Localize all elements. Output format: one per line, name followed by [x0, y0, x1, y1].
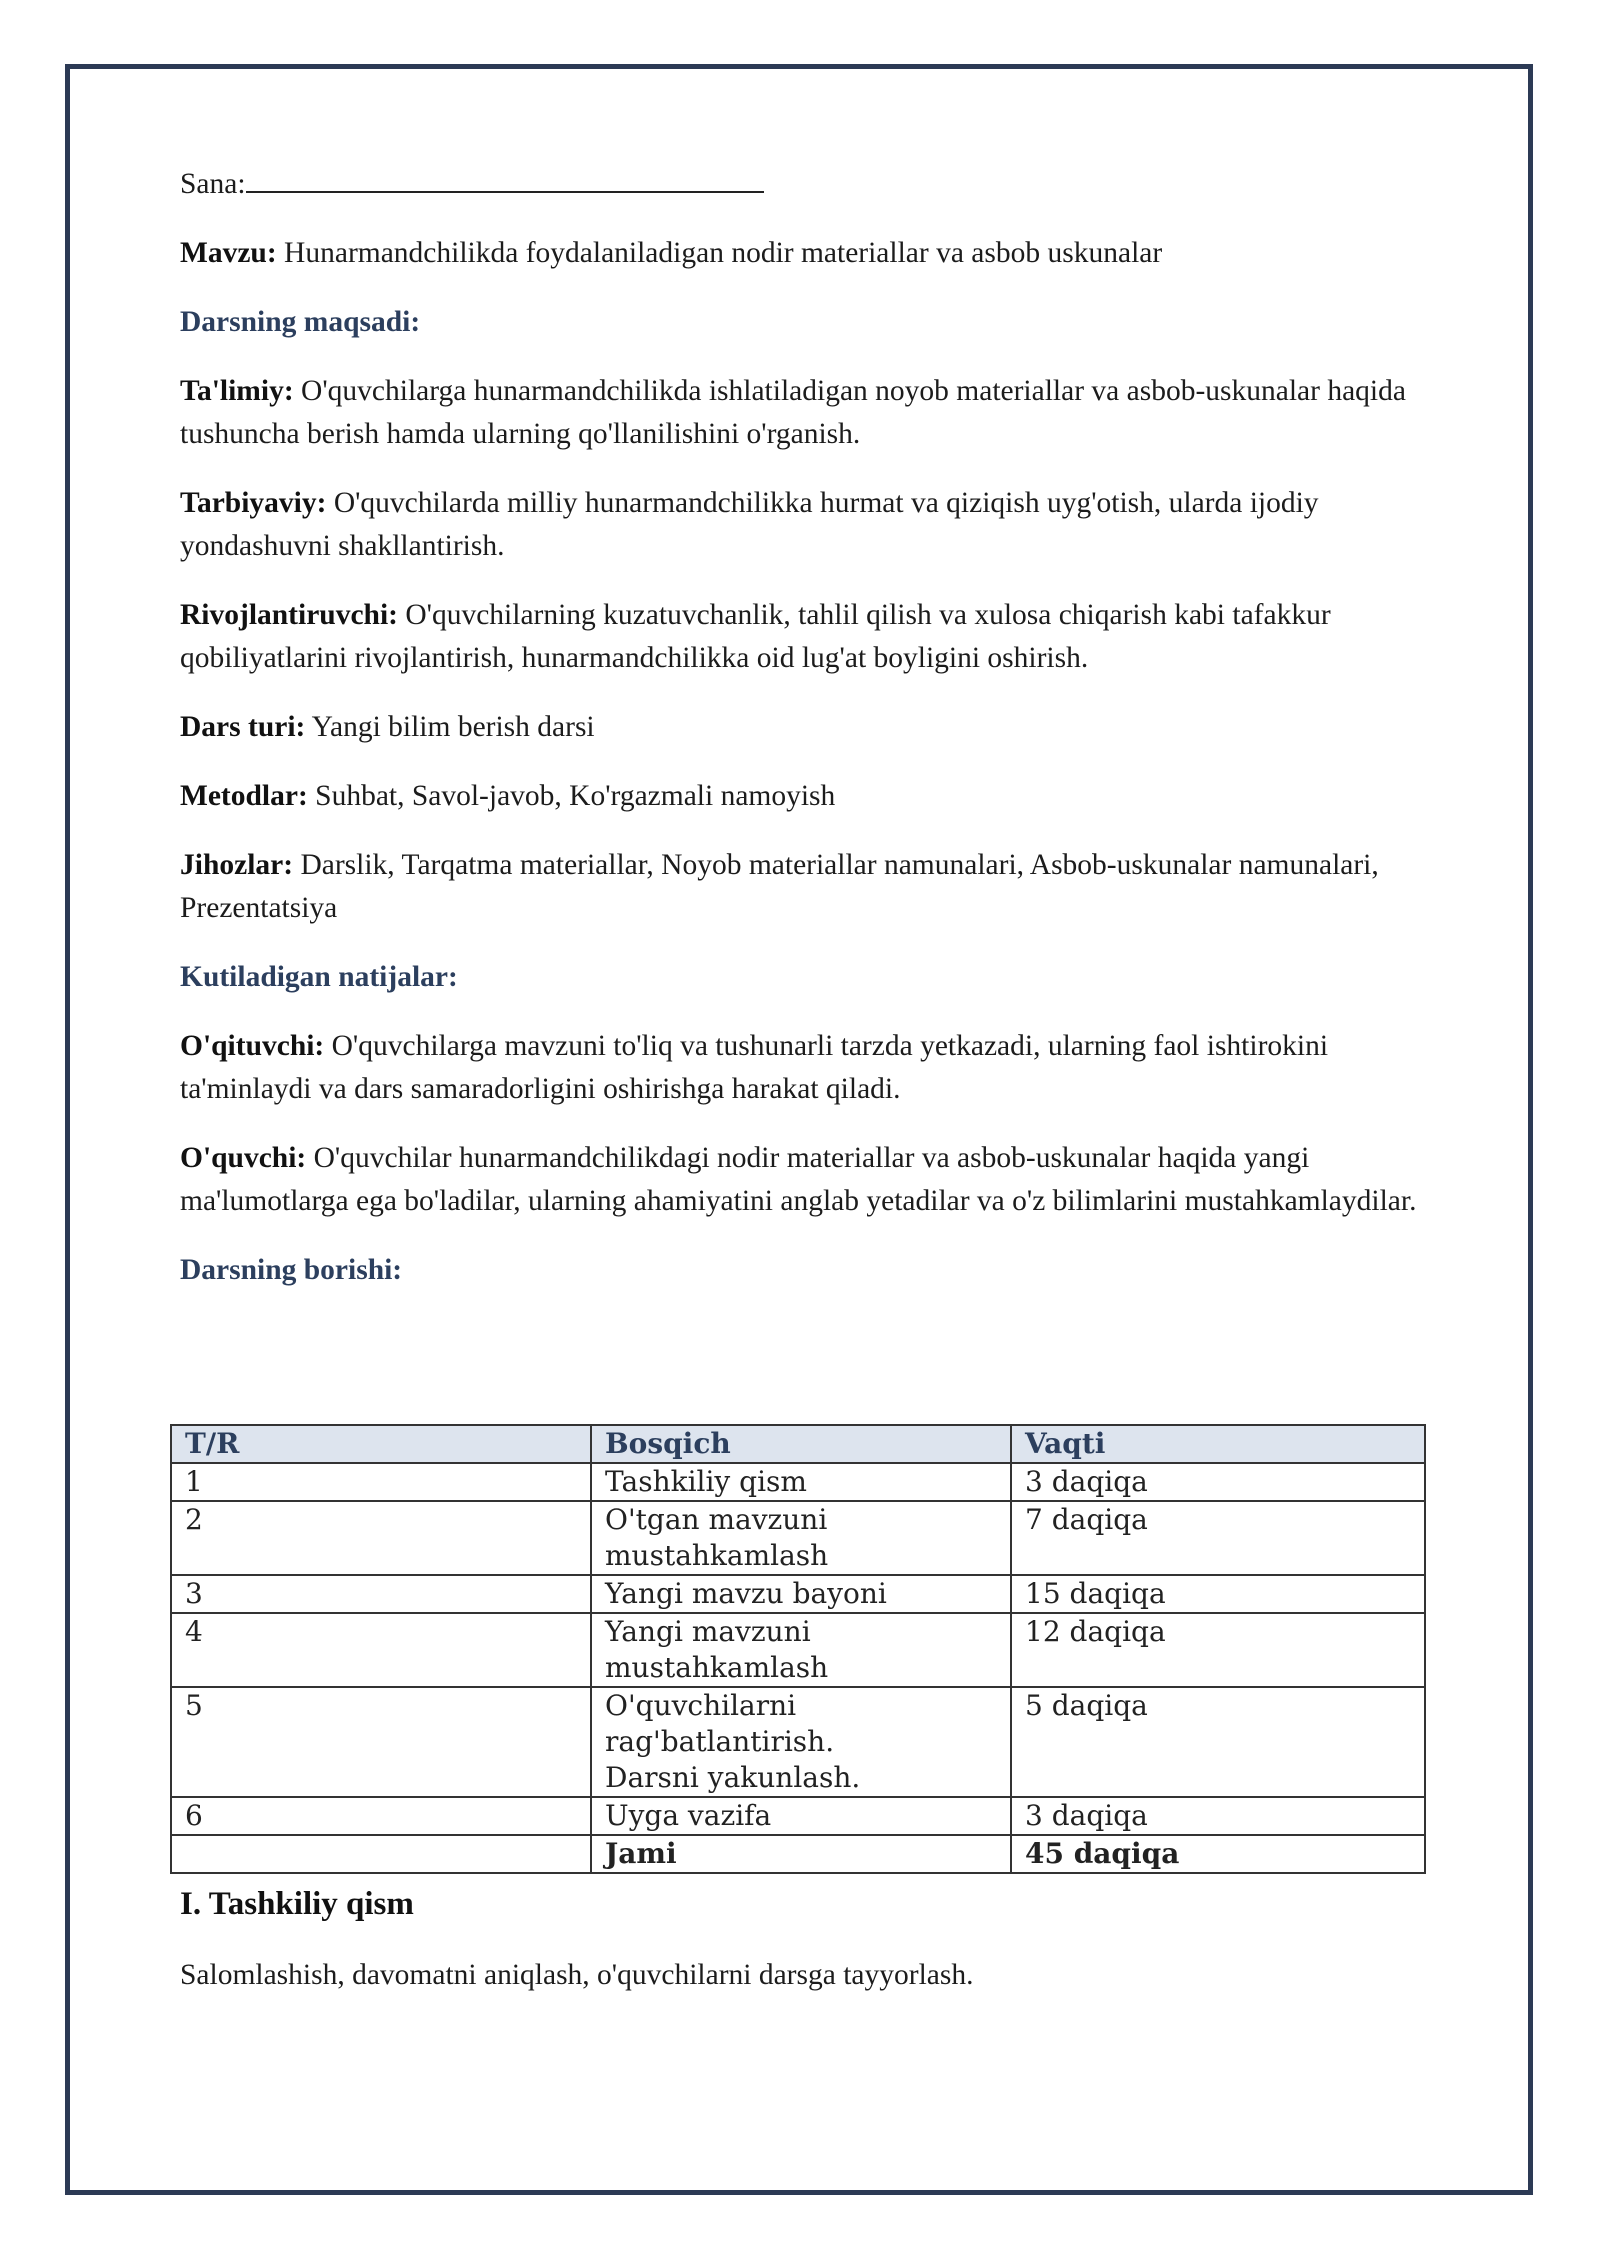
lesson-type-paragraph	[180, 706, 1450, 749]
row-time: 3 daqiqa	[1011, 1463, 1425, 1501]
document-page	[65, 64, 1533, 2195]
row-number: 4	[171, 1613, 591, 1687]
table-total-row	[171, 1835, 1425, 1873]
row-time: 12 daqiqa	[1011, 1613, 1425, 1687]
educational-goal-paragraph	[180, 370, 1450, 456]
document-content	[180, 161, 1450, 1991]
section-organizational-title: I. Tashkiliy qism	[180, 1886, 414, 1922]
topic-paragraph	[180, 232, 1450, 275]
methods-text: Suhbat, Savol-javob, Ko'rgazmali namoyish	[315, 780, 836, 812]
section-organizational-text: Salomlashish, davomatni aniqlash, o'quvchilarni darsga tayyorlash.	[180, 1959, 974, 1991]
methods-label: Metodlar:	[180, 780, 308, 812]
equipment-text: Darslik, Tarqatma materiallar, Noyob materiallar namunalari, Asbob-uskunalar namunalari, Prezentatsiya	[180, 849, 1379, 924]
developmental-goal-paragraph	[180, 594, 1450, 680]
row-time: 5 daqiqa	[1011, 1687, 1425, 1797]
row-time: 7 daqiqa	[1011, 1501, 1425, 1575]
developmental-goal-text: O'quvchilarning kuzatuvchanlik, tahlil qilish va xulosa chiqarish kabi tafakkur qobiliyatlarini rivojlantirish, hunarmandchilikka oid lug'at boyligini oshirish.	[180, 599, 1331, 674]
expected-results-heading: Kutiladigan natijalar:	[180, 961, 458, 993]
developmental-goal-label: Rivojlantiruvchi:	[180, 599, 398, 631]
header-number: T/R	[171, 1425, 591, 1463]
equipment-label: Jihozlar:	[180, 849, 294, 881]
upbringing-goal-text: O'quvchilarda milliy hunarmandchilikka hurmat va qiziqish uyg'otish, ularda ijodiy yondashuvni shakllantirish.	[180, 487, 1319, 562]
row-stage: O'quvchilarni rag'batlantirish. Darsni yakunlash.	[591, 1687, 1011, 1797]
row-number: 2	[171, 1501, 591, 1575]
row-stage: Yangi mavzu bayoni	[591, 1575, 1011, 1613]
row-stage: Tashkiliy qism	[591, 1463, 1011, 1501]
date-label: Sana:	[180, 168, 246, 200]
teacher-result-text: O'quvchilarga mavzuni to'liq va tushunarli tarzda yetkazadi, ularning faol ishtirokini ta'minlaydi va dars samaradorligini oshirishga harakat qiladi.	[180, 1030, 1329, 1105]
row-stage: Uyga vazifa	[591, 1797, 1011, 1835]
date-blank-line	[246, 161, 764, 193]
topic-label: Mavzu:	[180, 237, 277, 269]
table-row	[171, 1501, 1425, 1575]
row-number: 6	[171, 1797, 591, 1835]
date-line	[180, 161, 1450, 206]
header-stage: Bosqich	[591, 1425, 1011, 1463]
lesson-steps-table	[170, 1424, 1426, 1874]
lesson-goals-heading: Darsning maqsadi:	[180, 306, 421, 338]
educational-goal-text: O'quvchilarga hunarmandchilikda ishlatiladigan noyob materiallar va asbob-uskunalar haqida tushuncha berish hamda ularning qo'llanilishini o'rganish.	[180, 375, 1406, 450]
row-number: 5	[171, 1687, 591, 1797]
row-stage: O'tgan mavzuni mustahkamlash	[591, 1501, 1011, 1575]
lesson-type-label: Dars turi:	[180, 711, 306, 743]
table-row	[171, 1613, 1425, 1687]
row-number: 1	[171, 1463, 591, 1501]
student-result-paragraph	[180, 1137, 1450, 1223]
upbringing-goal-label: Tarbiyaviy:	[180, 487, 327, 519]
table-row	[171, 1575, 1425, 1613]
equipment-paragraph	[180, 844, 1450, 930]
table-body	[171, 1463, 1425, 1873]
teacher-result-label: O'qituvchi:	[180, 1030, 325, 1062]
table-row	[171, 1687, 1425, 1797]
row-time: 3 daqiqa	[1011, 1797, 1425, 1835]
upbringing-goal-paragraph	[180, 482, 1450, 568]
teacher-result-paragraph	[180, 1025, 1450, 1111]
student-result-text: O'quvchilar hunarmandchilikdagi nodir materiallar va asbob-uskunalar haqida yangi ma'lumotlarga ega bo'ladilar, ularning ahamiyatini anglab yetadilar va o'z bilimlarini mustahkamlaydilar.	[180, 1142, 1417, 1217]
total-label: Jami	[591, 1835, 1011, 1873]
methods-paragraph	[180, 775, 1450, 818]
total-time: 45 daqiqa	[1011, 1835, 1425, 1873]
lesson-flow-heading: Darsning borishi:	[180, 1254, 403, 1286]
row-stage: Yangi mavzuni mustahkamlash	[591, 1613, 1011, 1687]
educational-goal-label: Ta'limiy:	[180, 375, 294, 407]
header-time: Vaqti	[1011, 1425, 1425, 1463]
row-time: 15 daqiqa	[1011, 1575, 1425, 1613]
total-number	[171, 1835, 591, 1873]
student-result-label: O'quvchi:	[180, 1142, 307, 1174]
table-row	[171, 1463, 1425, 1501]
topic-text: Hunarmandchilikda foydalaniladigan nodir materiallar va asbob uskunalar	[284, 237, 1163, 269]
table-row	[171, 1797, 1425, 1835]
table-header-row	[171, 1425, 1425, 1463]
row-number: 3	[171, 1575, 591, 1613]
lesson-type-text: Yangi bilim berish darsi	[311, 711, 595, 743]
